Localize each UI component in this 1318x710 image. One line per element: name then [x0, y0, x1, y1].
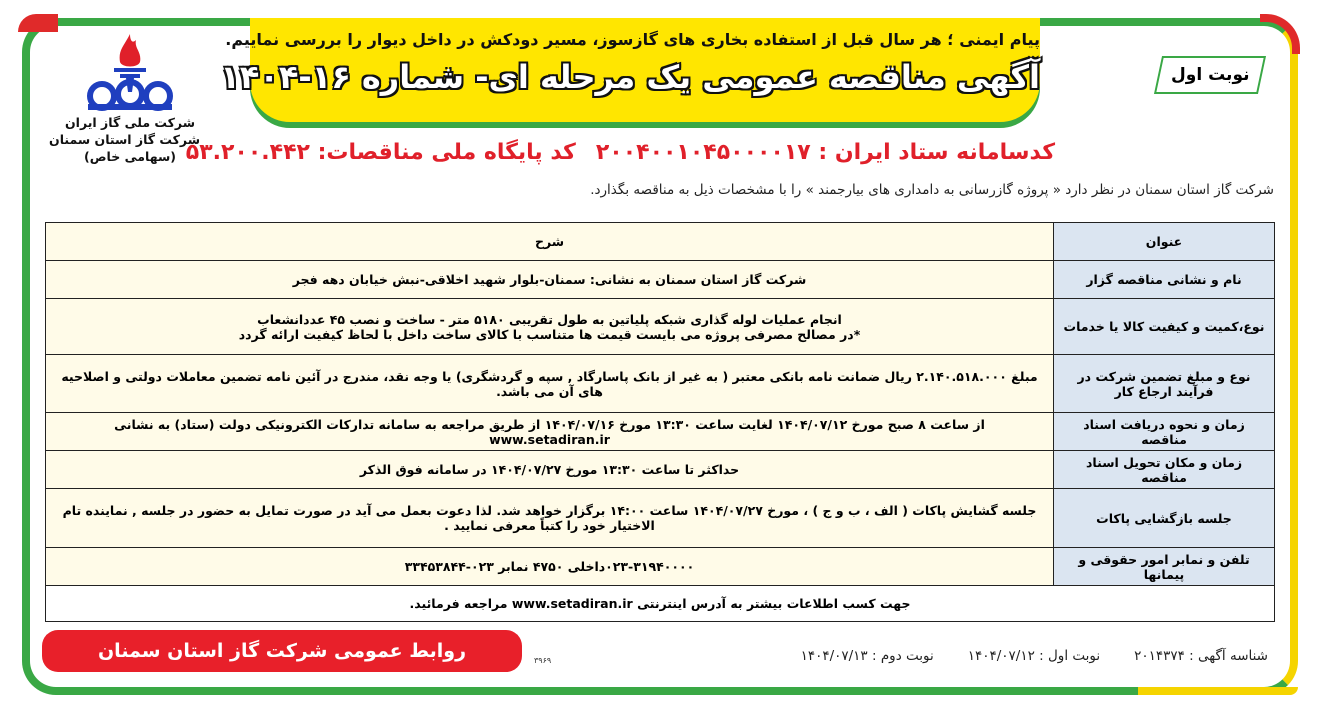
page-title: آگهی مناقصه عمومی یک مرحله ای- شماره ۱۶-۱۴۰۴ — [220, 58, 1040, 96]
turn-badge-label: نوبت اول — [1170, 65, 1250, 85]
row-description — [46, 299, 1054, 355]
table-row — [46, 355, 1275, 413]
safety-message: پیام ایمنی ؛ هر سال قبل از استفاده بخاری های گازسوز، مسیر دودکش در داخل دیوار را بررسی نماییم. — [225, 30, 1040, 49]
header-banner — [220, 18, 1040, 122]
second-turn-date: نوبت دوم : ۱۴۰۴/۰۷/۱۳ — [800, 648, 934, 664]
column-header-description: شرح — [46, 223, 1054, 261]
row-description: از ساعت ۸ صبح مورخ ۱۴۰۴/۰۷/۱۲ لغایت ساعت ۱۳:۳۰ مورخ ۱۴۰۴/۰۷/۱۶ از طریق مراجعه به سامانه تدارکات الکترونیکی دولت (ستاد) به نشانی www.setadiran.ir — [46, 413, 1054, 451]
logo-line: شرکت ملی گاز ایران — [65, 115, 195, 130]
public-relations-banner: روابط عمومی شرکت گاز استان سمنان — [42, 630, 522, 672]
table-header-row — [46, 223, 1275, 261]
ad-publication-info — [767, 648, 1268, 664]
print-code: ۳۹۶۹ — [534, 656, 552, 665]
table-row — [46, 261, 1275, 299]
tender-details-table — [45, 222, 1275, 622]
intro-text: شرکت گاز استان سمنان در نظر دارد « پروژه گازرسانی به دامداری های بیارجمند » را با مشخصات ذیل به مناقصه بگذارد. — [590, 182, 1274, 198]
table-footer-row — [46, 586, 1275, 622]
row-title: نام و نشانی مناقصه گزار — [1054, 261, 1275, 299]
row-description: حداکثر تا ساعت ۱۳:۳۰ مورخ ۱۴۰۴/۰۷/۲۷ در سامانه فوق الذکر — [46, 451, 1054, 489]
row-description-line: انجام عملیات لوله گذاری شبکه پلیاتین به طول تقریبی ۵۱۸۰ متر - ساخت و نصب ۴۵ عددانشعاب — [257, 311, 842, 327]
logo-line: (سهامی خاص) — [84, 149, 176, 164]
row-description-note: *در مصالح مصرفی پروژه می بایست قیمت ها متناسب با کالای ساخت داخل با لحاظ کیفیت ارائه گردد — [238, 326, 861, 342]
table-row — [46, 451, 1275, 489]
frame-corner — [18, 14, 58, 32]
more-info-note: جهت کسب اطلاعات بیشتر به آدرس اینترنتی www.setadiran.ir مراجعه فرمائید. — [46, 586, 1275, 622]
table-row — [46, 548, 1275, 586]
row-description: جلسه گشایش پاکات ( الف ، ب و ج ) ، مورخ ۱۴۰۴/۰۷/۲۷ ساعت ۱۴:۰۰ برگزار خواهد شد. لذا دعوت بعمل می آید در صورت تمایل به حضور در جلسه , نماینده تام الاختیار خود را کتباً معرفی نمایید . — [46, 489, 1054, 548]
table-row — [46, 489, 1275, 548]
row-title: جلسه بازگشایی پاکات — [1054, 489, 1275, 548]
frame-corner — [1260, 14, 1300, 54]
frame-accent — [1138, 687, 1298, 695]
row-title: نوع،کمیت و کیفیت کالا یا خدمات — [1054, 299, 1275, 355]
table-row — [46, 413, 1275, 451]
row-description: شرکت گاز استان سمنان به نشانی: سمنان-بلوار شهید اخلاقی-نبش خیابان دهه فجر — [46, 261, 1054, 299]
turn-badge — [1154, 56, 1266, 94]
column-header-title: عنوان — [1054, 223, 1275, 261]
table-row — [46, 299, 1275, 355]
setad-code: کدسامانه ستاد ایران : ۲۰۰۴۰۰۱۰۴۵۰۰۰۰۱۷ — [595, 140, 1055, 165]
gas-flame-logo-icon — [80, 32, 180, 114]
row-title: تلفن و نمابر امور حقوقی و پیمانها — [1054, 548, 1275, 586]
logo-line: شرکت گاز استان سمنان — [49, 132, 200, 147]
first-turn-date: نوبت اول : ۱۴۰۴/۰۷/۱۲ — [967, 648, 1101, 664]
row-description: ۰۲۳-۳۱۹۴۰۰۰۰داخلی ۴۷۵۰ نمابر ۰۲۳-۳۳۴۵۳۸۴۴ — [46, 548, 1054, 586]
national-code: کد پایگاه ملی مناقصات: ۵۳.۲۰۰.۴۴۲ — [185, 140, 576, 165]
row-title: زمان و نحوه دریافت اسناد مناقصه — [1054, 413, 1275, 451]
row-title: زمان و مکان تحویل اسناد مناقصه — [1054, 451, 1275, 489]
tender-codes — [185, 140, 1065, 165]
ad-id: شناسه آگهی : ۲۰۱۴۳۷۴ — [1134, 648, 1268, 664]
row-description: مبلغ ۲.۱۴۰.۵۱۸.۰۰۰ ریال ضمانت نامه بانکی معتبر ( به غیر از بانک پاسارگاد , سپه و گردشگری) یا وجه نقد، مندرج در آئین نامه تضمین معاملات دولتی و اصلاحیه های آن می باشد. — [46, 355, 1054, 413]
row-title: نوع و مبلغ تضمین شرکت در فرآیند ارجاع کار — [1054, 355, 1275, 413]
